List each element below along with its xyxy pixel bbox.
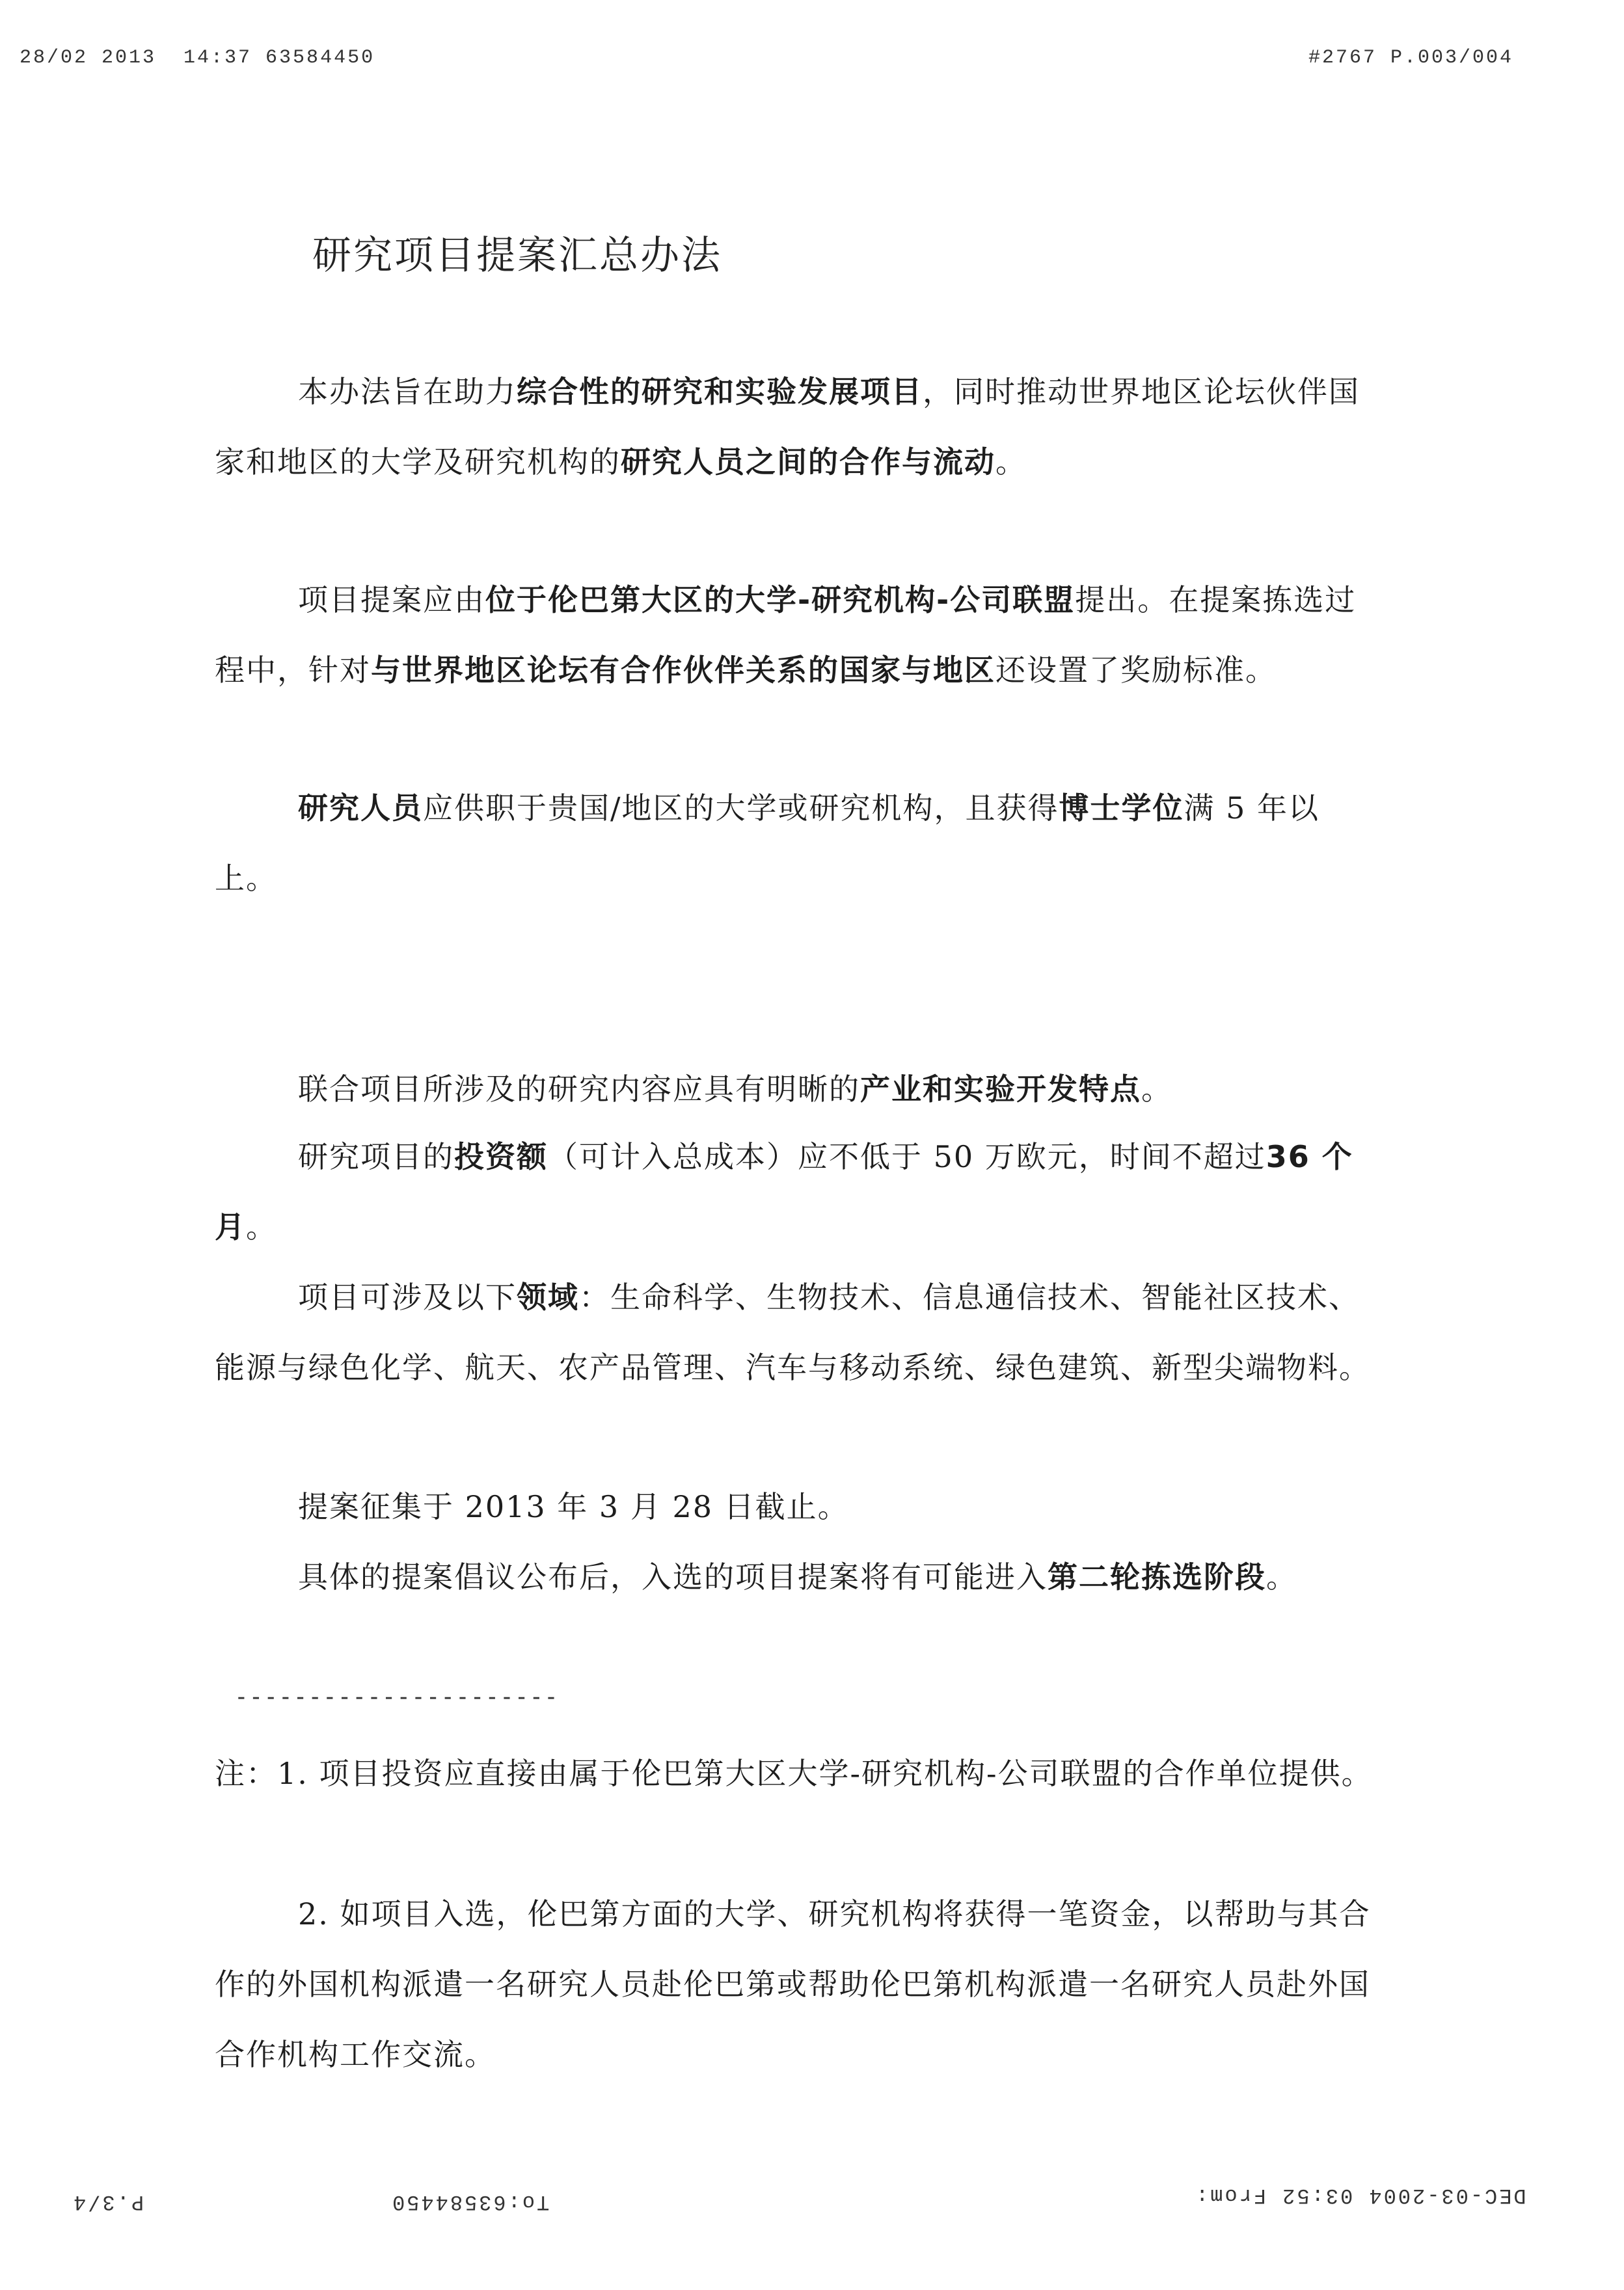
note-1: 注：1. 项目投资应直接由属于伦巴第大区大学-研究机构-公司联盟的合作单位提供。 [215, 1756, 1373, 1791]
text: 。 [995, 444, 1027, 479]
bold-text: 博士学位 [1059, 790, 1184, 826]
fax-footer-left: P.3/4 [72, 2190, 144, 2214]
divider-line: ---------------------- [234, 1684, 559, 1710]
paragraph-fields [215, 1262, 1373, 1403]
document-title: 研究项目提案汇总办法 [312, 233, 722, 278]
text: 项目提案应由 [298, 582, 485, 617]
text: （可计入总成本）应不低于 50 万欧元，时间不超过 [548, 1139, 1266, 1174]
text: 。 [1266, 1559, 1297, 1595]
text: 研究项目的 [298, 1139, 454, 1174]
text: 项目可涉及以下 [298, 1280, 517, 1315]
text: 满 5 年以上。 [215, 790, 1320, 896]
text: 。 [1141, 1071, 1172, 1107]
paragraph-second-round [215, 1542, 1373, 1612]
text: 具体的提案倡议公布后，入选的项目提案将有可能进入 [298, 1559, 1048, 1595]
bold-text: 产业和实验开发特点 [860, 1071, 1141, 1107]
bold-text: 综合性的研究和实验发展项目 [517, 374, 923, 409]
bold-text: 研究人员 [298, 790, 423, 826]
paragraph-content [215, 1054, 1373, 1124]
paragraph-proposer [215, 565, 1373, 705]
fax-header-right: #2767 P.003/004 [1308, 47, 1513, 69]
bold-text: 投资额 [454, 1139, 548, 1174]
paragraph-deadline [215, 1472, 1373, 1542]
text: 提出。在提案拣选过程中，针对 [215, 582, 1357, 688]
bold-text: 36 个月 [215, 1139, 1353, 1245]
paragraph-researchers [215, 773, 1373, 913]
text: ，同时推动世界地区论坛伙伴国家和地区的大学及研究机构的 [215, 374, 1360, 479]
bold-text: 与世界地区论坛有合作伙伴关系的国家与地区 [371, 653, 995, 688]
text: 提案征集于 2013 年 3 月 28 日截止。 [298, 1489, 849, 1524]
fax-header-left: 28/02 2013 14:37 63584450 [20, 47, 375, 69]
text: 联合项目所涉及的研究内容应具有明晰的 [298, 1071, 860, 1107]
bold-text: 位于伦巴第大区的大学-研究机构-公司联盟 [485, 582, 1076, 617]
text: 还设置了奖励标准。 [995, 653, 1277, 688]
paragraph-purpose [215, 357, 1373, 497]
fax-footer-right: DEC-03-2004 03:52 From: [1194, 2183, 1526, 2207]
fax-footer-middle: To:63584450 [390, 2190, 550, 2214]
paragraph-investment [215, 1122, 1373, 1262]
bold-text: 研究人员之间的合作与流动 [621, 444, 995, 479]
bold-text: 第二轮拣选阶段 [1048, 1559, 1266, 1595]
text: 。 [246, 1209, 277, 1245]
bold-text: 领域 [517, 1280, 579, 1315]
text: 本办法旨在助力 [298, 374, 517, 409]
text: 应供职于贵国/地区的大学或研究机构，且获得 [423, 790, 1059, 826]
note-2: 2. 如项目入选，伦巴第方面的大学、研究机构将获得一笔资金，以帮助与其合作的外国机构派遣一名研究人员赴伦巴第或帮助伦巴第机构派遣一名研究人员赴外国合作机构工作交流。 [215, 1896, 1371, 2072]
text: ：生命科学、生物技术、信息通信技术、智能社区技术、能源与绿色化学、航天、农产品管理、汽车与移动系统、绿色建筑、新型尖端物料。 [215, 1280, 1370, 1385]
